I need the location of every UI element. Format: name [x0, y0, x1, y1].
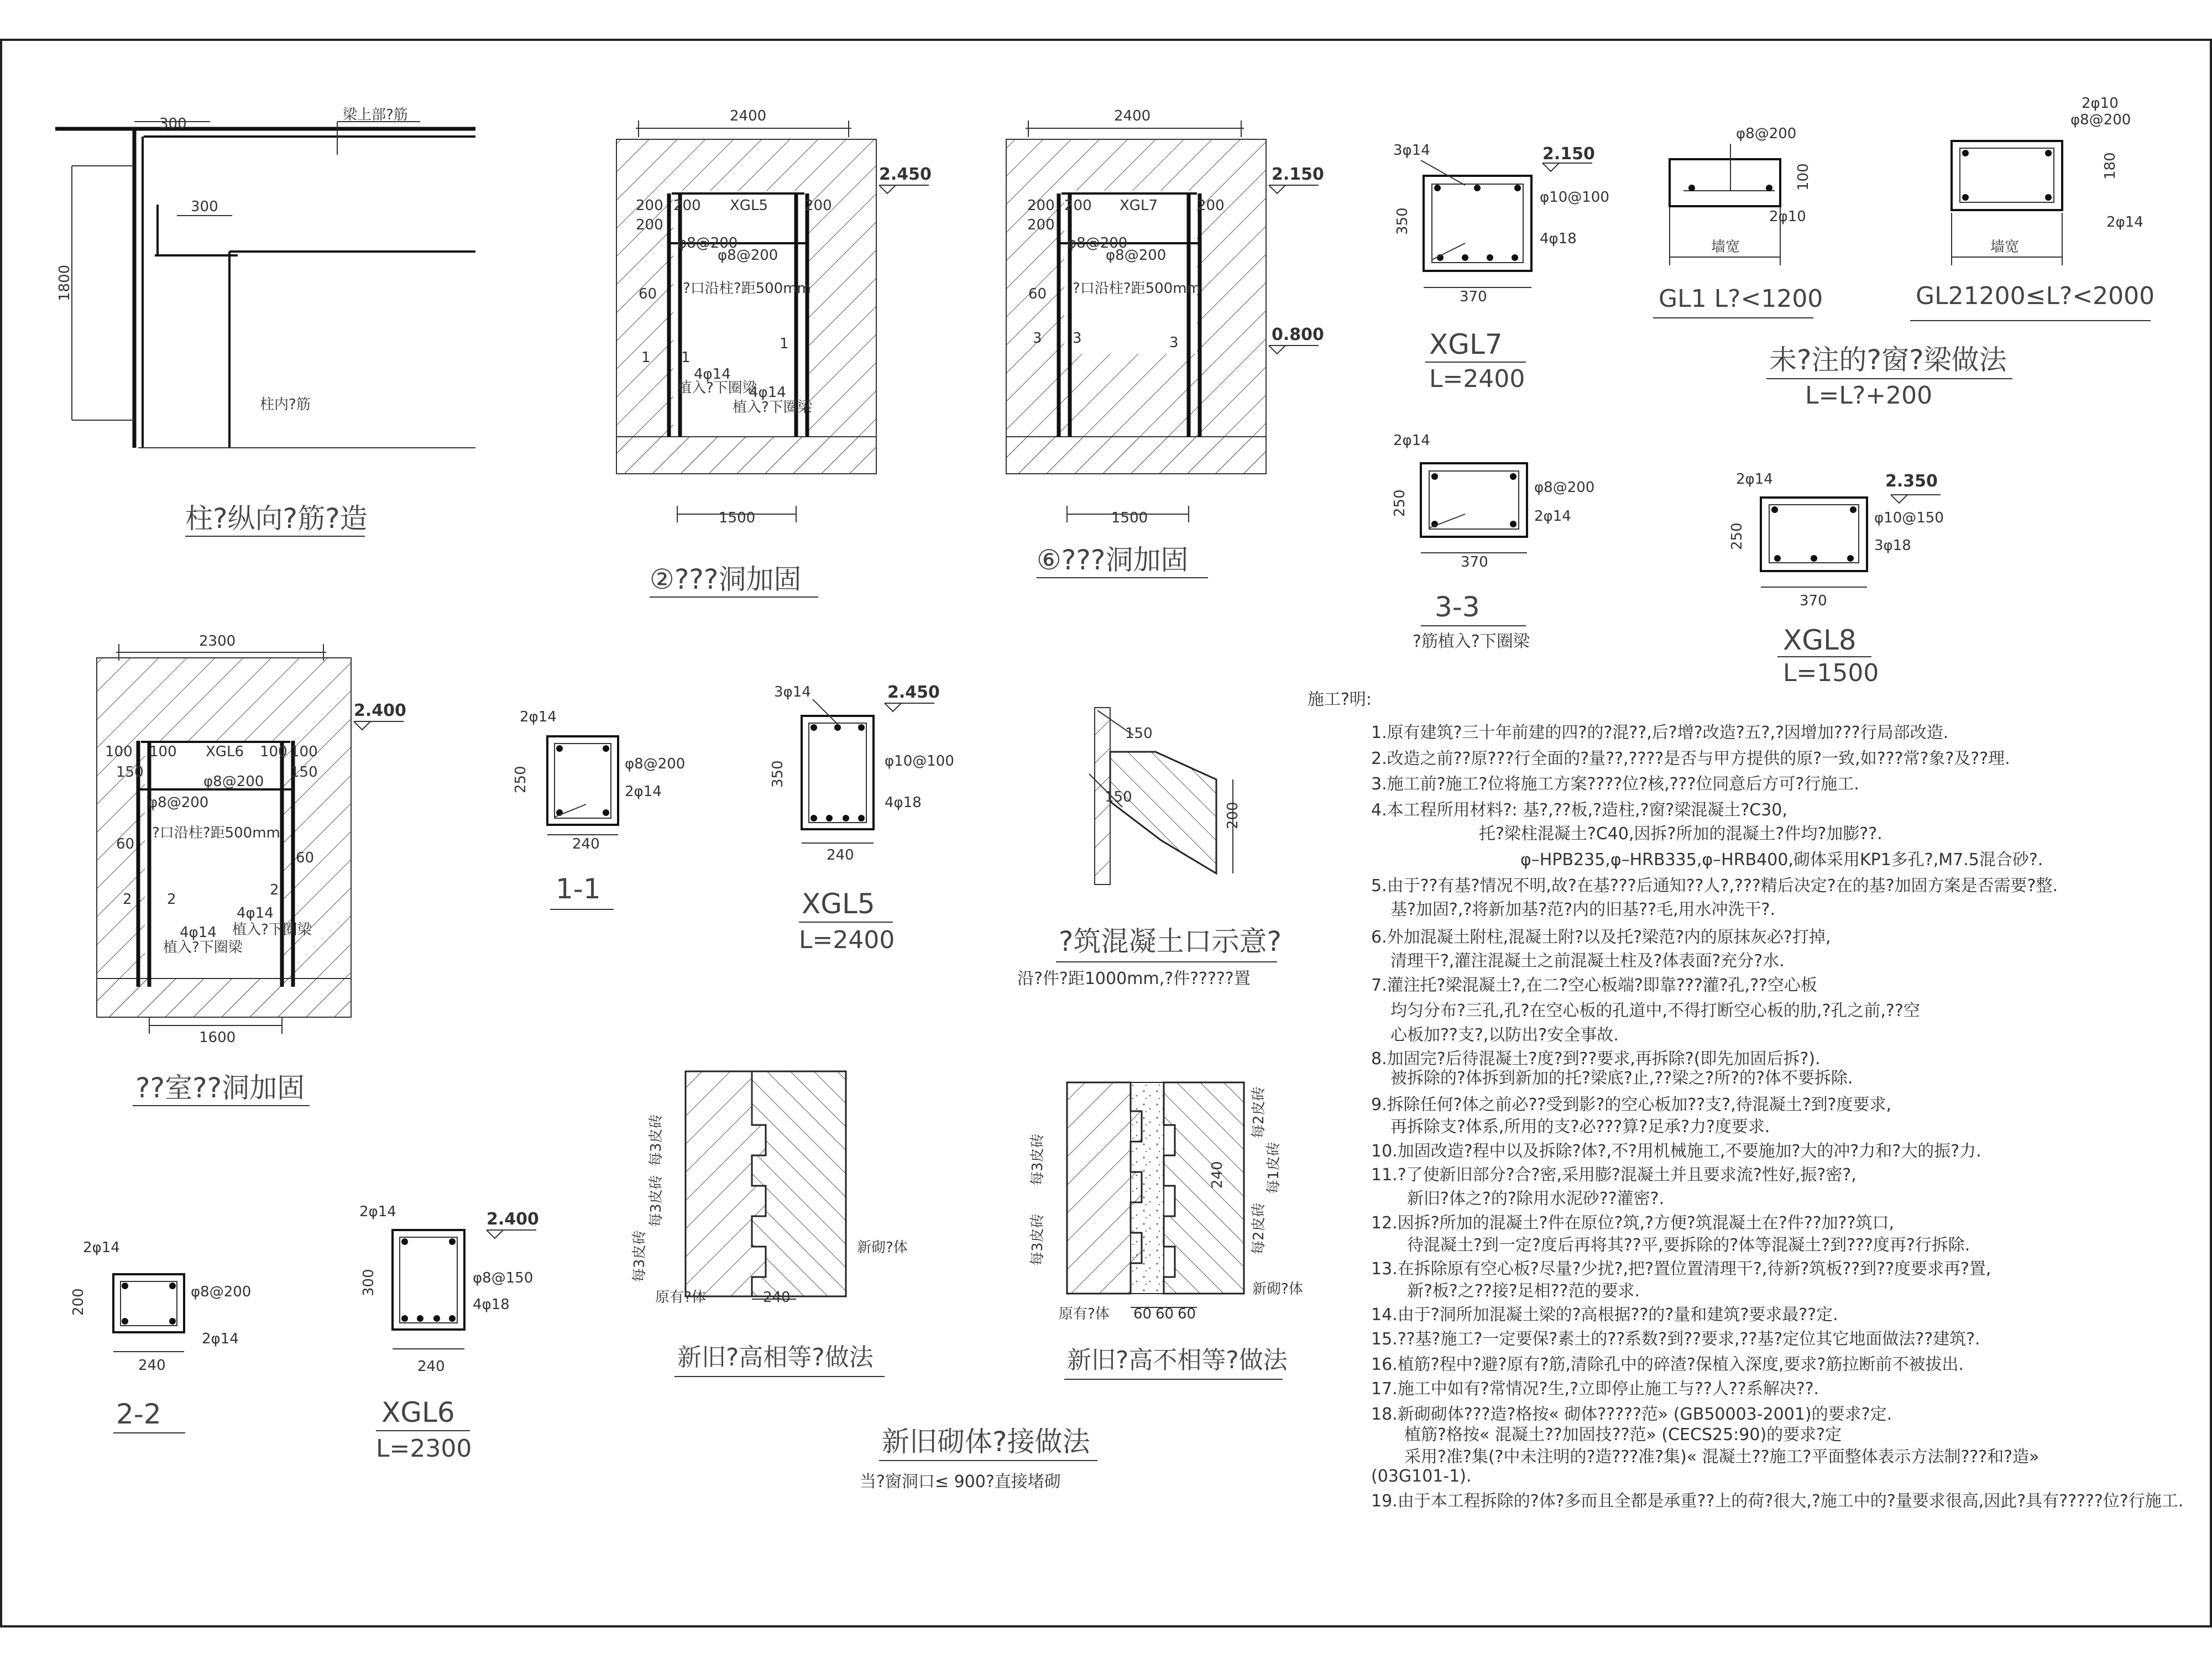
- xgl8-width: 370: [1800, 593, 1827, 609]
- xgl7-bottom-bar: 4φ18: [1540, 231, 1577, 247]
- pour-dim-c: 200: [1225, 802, 1241, 829]
- column-label-column-bar: 柱内?筋: [260, 396, 311, 413]
- s22-height: 200: [70, 1288, 87, 1316]
- gl2-stirrup: φ8@200: [2070, 112, 2131, 128]
- column-label-beam-bar: 梁上部?筋: [343, 107, 408, 123]
- note-line: 5.由于??有基?情况不明,故?在基???后通知??人?,???精后决定?在的基?加固方案是否需要?整.: [1371, 876, 2058, 896]
- bas-dim-c: 100: [260, 744, 287, 760]
- note-line: 12.因拆?所加的混凝土?件在原位?筑,?方便?筑混凝土在?件??加??筑口,: [1371, 1213, 1895, 1233]
- note-line: 15.??基?施工?一定要保?素土的??系数?到??要求,??基?定位其它地面做法??建筑?.: [1371, 1330, 1980, 1349]
- op2-title: ②???洞加固: [650, 563, 802, 595]
- note-line: 10.加固改造?程中以及拆除?体?,不?用机械施工,不要施加?大的冲?力和?大的振?力.: [1371, 1142, 1981, 1161]
- meq-title: 新旧?高相等?做法: [677, 1343, 874, 1372]
- mdf-dim-b: 60: [1133, 1306, 1152, 1322]
- mdf-dim-a: 240: [1209, 1161, 1226, 1189]
- mdf-old: 原有?体: [1059, 1306, 1110, 1322]
- op2-bar-b-note: 植入?下圈梁: [733, 399, 812, 416]
- mdf-each3-a: 每3皮砖: [1029, 1133, 1046, 1186]
- bas-dim-g: 60: [116, 836, 135, 852]
- bas-dim-opening: 1600: [199, 1029, 236, 1046]
- note-line: 新?板?之??接?足相??范的要求.: [1407, 1281, 1640, 1301]
- bas-bar-b: 4φ14: [180, 924, 217, 941]
- s11-top-bar: 2φ14: [520, 709, 557, 725]
- bas-title: ??室??洞加固: [135, 1072, 305, 1104]
- bas-level: 2.400: [354, 701, 406, 720]
- op2-dim-width: 2400: [730, 108, 767, 124]
- note-line: 采用?准?集(?中未注明的?造???准?集)« 混凝土??施工?平面整体表示方法制???和?造»: [1404, 1447, 2040, 1467]
- bas-bar-b-note: 植入?下圈梁: [163, 939, 243, 956]
- bas-sec-2a: 2: [123, 891, 132, 908]
- bas-dim-e: 150: [116, 764, 144, 781]
- xgl6-length: L=2300: [376, 1435, 472, 1463]
- xgl6-level: 2.400: [487, 1210, 539, 1229]
- xgl6-width: 240: [417, 1358, 445, 1375]
- xgl5-length: L=2400: [799, 926, 895, 954]
- op6-title: ⑥???洞加固: [1037, 544, 1189, 576]
- s33-bottom-bar: 2φ14: [1534, 508, 1571, 525]
- gl1-width-label: 墙宽: [1711, 239, 1740, 255]
- section-3-3: [1392, 432, 1594, 651]
- note-line: 均匀分布?三孔,孔?在空心板的孔道中,不得打断空心板的肋,?孔之前,??空: [1390, 1001, 1920, 1020]
- bas-rebar-1: φ8@200: [148, 794, 209, 811]
- xgl8-level: 2.350: [1885, 472, 1938, 491]
- mdf-dim-c: 60: [1155, 1306, 1174, 1322]
- note-line: 2.改造之前??原???行全面的?量??,????是否与甲方提供的原?一致,如???常?象?及??理.: [1371, 749, 2010, 768]
- bas-dim-f: 150: [290, 764, 318, 781]
- gl1-section: [1653, 125, 1823, 318]
- s33-name: 3-3: [1435, 591, 1480, 623]
- s11-bottom-bar: 2φ14: [625, 783, 662, 800]
- op2-level: 2.450: [879, 165, 932, 184]
- op6-level-bottom: 0.800: [1272, 325, 1324, 344]
- gl2-section: [1910, 95, 2155, 321]
- note-line: 再拆除支?体系,所用的支?必???算?足承?力?度要求.: [1390, 1117, 1770, 1137]
- xgl8-name: XGL8: [1783, 624, 1857, 656]
- mdf-each2-a: 每2皮砖: [1251, 1086, 1267, 1139]
- op6-dim-a: 200: [1027, 197, 1055, 214]
- s33-top-bar: 2φ14: [1393, 432, 1430, 449]
- note-line: 11.?了使新旧部分?合?密,采用膨?混凝土并且要求流?性好,振?密?,: [1371, 1165, 1857, 1185]
- gl2-bottom-bar: 2φ14: [2106, 214, 2143, 231]
- gl1-bottom-bar: 2φ10: [1769, 208, 1806, 225]
- op2-bar-a: 4φ14: [694, 366, 731, 383]
- xgl7-width: 370: [1460, 289, 1487, 305]
- note-line: 被拆除的?体拆到新加的托?梁底?止,??梁之?所?的?体不要拆除.: [1390, 1069, 1853, 1088]
- op6-dim-d: 200: [1027, 217, 1055, 233]
- notes-heading: 施工?明:: [1308, 690, 1372, 709]
- op2-bar-b: 4φ14: [749, 384, 786, 401]
- op6-beam: XGL7: [1120, 197, 1158, 214]
- section-2-2: [70, 1239, 251, 1433]
- s11-name: 1-1: [556, 873, 601, 905]
- xgl8-top-bar: 2φ14: [1736, 471, 1773, 488]
- note-line: 1.原有建筑?三十年前建的四?的?混??,后?增?改造?五?,?因增加???行局部改造.: [1371, 723, 1949, 742]
- meq-dim: 240: [763, 1289, 791, 1306]
- section-1-1: [513, 709, 685, 909]
- xgl7-level: 2.150: [1542, 144, 1595, 164]
- pour-opening-detail: [1017, 708, 1282, 988]
- masonry-joint-caption: [860, 1426, 1097, 1491]
- op2-rebar-2: φ8@200: [718, 247, 778, 264]
- note-line: 9.拆除任何?体之前必??受到影?的空心板加??支?,待混凝土?到?度要求,: [1371, 1095, 1892, 1114]
- basement-opening-detail: [97, 633, 406, 1106]
- op2-dim-opening: 1500: [719, 510, 756, 526]
- s33-height: 250: [1392, 489, 1408, 517]
- note-line: (03G101-1).: [1371, 1467, 1472, 1486]
- note-line: 心板加??支?,以防出?安全事故.: [1390, 1025, 1619, 1045]
- note-line: φ–HPB235,φ–HRB335,φ–HRB400,砌体采用KP1多孔?,M7.5混合砂?.: [1520, 850, 2043, 870]
- op2-dim-e: 60: [639, 286, 657, 302]
- note-line: 清理干?,灌注混凝土之前混凝土柱及?体表面?充分?水.: [1390, 951, 1785, 971]
- lintel-note-title: 未?注的?窗?梁做法: [1769, 344, 2007, 376]
- note-line: 基?加固?,?将新加基?范?内的旧基??毛,用水冲洗干?.: [1390, 900, 1775, 919]
- xgl7-stirrup: φ10@100: [1540, 189, 1609, 206]
- opening-2-detail: [616, 108, 932, 597]
- mjoint-caption: 当?窗洞口≤ 900?直接堵砌: [860, 1472, 1061, 1491]
- bas-dim-width: 2300: [199, 633, 236, 650]
- column-rebar-detail: [55, 107, 475, 536]
- xgl5-height: 350: [770, 760, 786, 788]
- op6-sec-3a: 3: [1033, 330, 1042, 347]
- s11-width: 240: [572, 836, 600, 852]
- op6-rebar-1: φ8@200: [1067, 235, 1128, 252]
- gl2-top-bar: 2φ10: [2082, 95, 2119, 112]
- note-line: 4.本工程所用材料?: 基?,??板,?造柱,?窗?梁混凝土?C30,: [1371, 800, 1787, 820]
- gl2-name: GL21200≤L?<2000: [1916, 282, 2155, 310]
- xgl6-height: 300: [360, 1269, 377, 1296]
- xgl6-bottom-bar: 4φ18: [473, 1296, 510, 1313]
- op6-sec-3c: 3: [1169, 334, 1179, 351]
- bas-dim-a: 100: [105, 744, 133, 760]
- meq-each3-c: 每3皮砖: [631, 1230, 648, 1283]
- op2-sec-1a: 1: [641, 349, 651, 366]
- s11-stirrup: φ8@200: [625, 756, 686, 772]
- s33-stirrup: φ8@200: [1534, 479, 1595, 496]
- op6-dim-c: 200: [1197, 197, 1225, 214]
- meq-each3-b: 每3皮砖: [648, 1175, 665, 1227]
- op2-dim-a: 200: [636, 197, 663, 214]
- op6-dim-opening: 1500: [1111, 510, 1148, 526]
- s22-bottom-bar: 2φ14: [202, 1331, 239, 1347]
- op2-sec-1c: 1: [780, 336, 789, 352]
- xgl8-height: 250: [1729, 522, 1745, 550]
- bas-bar-a: 4φ14: [237, 905, 274, 922]
- s22-width: 240: [138, 1357, 166, 1374]
- op6-dim-b: 200: [1064, 197, 1092, 214]
- op2-dim-b: 200: [673, 197, 701, 214]
- column-dim-inner: 300: [191, 198, 218, 215]
- gl1-name: GL1 L?<1200: [1659, 285, 1823, 313]
- note-line: 待混凝土?到一定?度后再将其??平,要拆除的?体等混凝土?到???度再?行拆除.: [1407, 1236, 1970, 1255]
- note-line: 8.加固完?后待混凝土?度?到??要求,再拆除?(即先加固后拆?).: [1371, 1049, 1821, 1069]
- s22-stirrup: φ8@200: [191, 1284, 252, 1300]
- mdf-each1: 每1皮砖: [1266, 1142, 1282, 1194]
- mdf-title: 新旧?高不相等?做法: [1067, 1346, 1288, 1374]
- xgl6-top-bar: 2φ14: [359, 1203, 396, 1220]
- op2-sec-1b: 1: [681, 349, 691, 366]
- bas-sec-2c: 2: [270, 882, 279, 898]
- meq-old: 原有?体: [655, 1289, 706, 1306]
- op6-dim-width: 2400: [1114, 108, 1151, 124]
- column-dim-height: 1800: [56, 264, 73, 301]
- pour-dim-b: 150: [1105, 789, 1132, 805]
- op2-dim-c: 200: [804, 197, 832, 214]
- op2-bar-a-note: 植入?下圈梁: [677, 380, 757, 396]
- s11-height: 250: [513, 766, 529, 793]
- gl2-height: 180: [2102, 152, 2119, 180]
- op2-rebar-3: ?口沿柱?距500mm: [683, 280, 811, 297]
- mjoint-title: 新旧砌体?接做法: [882, 1426, 1090, 1458]
- xgl8-stirrup: φ10@150: [1874, 510, 1944, 526]
- mdf-new: 新砌?体: [1252, 1281, 1303, 1297]
- pour-title: ?筑混凝土口示意?: [1059, 925, 1282, 957]
- xgl5-stirrup: φ10@100: [885, 753, 954, 770]
- xgl5-width: 240: [827, 847, 854, 863]
- xgl5-bottom-bar: 4φ18: [885, 794, 922, 811]
- s22-name: 2-2: [116, 1398, 161, 1430]
- meq-new: 新砌?体: [857, 1239, 908, 1256]
- gl1-stirrup: φ8@200: [1736, 125, 1797, 142]
- note-line: 17.施工中如有?常情况?生,?立即停止施工与??人??系解决??.: [1371, 1379, 1819, 1399]
- op6-level-top: 2.150: [1272, 165, 1324, 184]
- pour-dim-a: 150: [1125, 725, 1153, 742]
- meq-each3-a: 每3皮砖: [648, 1114, 665, 1166]
- masonry-different-height: [1029, 1082, 1303, 1379]
- op2-rebar-1: φ8@200: [677, 235, 738, 252]
- note-line: 16.植筋?程中?避?原有?筋,清除孔中的碎渣?保植入深度,要求?筋拉断前不被拔出.: [1371, 1355, 1964, 1374]
- op6-rebar-3: ?口沿柱?距500mm: [1073, 280, 1201, 297]
- note-line: 13.在拆除原有空心板?尽量?少扰?,把?置位置清理干?,待新?筑板??到??度要求再?置,: [1371, 1259, 1991, 1279]
- op6-rebar-2: φ8@200: [1106, 247, 1167, 264]
- bas-bar-a-note: 植入?下圈梁: [232, 922, 312, 938]
- gl1-height: 100: [1795, 163, 1812, 191]
- xgl7-name: XGL7: [1429, 328, 1503, 360]
- op6-dim-e: 60: [1028, 286, 1047, 302]
- xgl5-level: 2.450: [887, 683, 940, 702]
- xgl8-length: L=1500: [1783, 659, 1879, 687]
- masonry-equal-height: [631, 1071, 908, 1377]
- bas-dim-d: 100: [290, 744, 318, 760]
- construction-notes: [1308, 690, 2183, 1511]
- opening-6-detail: [1006, 108, 1324, 578]
- bas-rebar-3: ?口沿柱?距500mm: [152, 825, 280, 841]
- xgl7-height: 350: [1394, 207, 1411, 235]
- note-line: 托?梁柱混凝土?C40,因拆?所加的混凝土?件均?加膨??.: [1479, 824, 1882, 844]
- xgl8-section: [1729, 471, 1944, 687]
- bas-dim-b: 100: [149, 744, 177, 760]
- xgl5-top-bar: 3φ14: [774, 684, 811, 700]
- xgl7-top-bar: 3φ14: [1393, 142, 1430, 159]
- xgl6-name: XGL6: [381, 1396, 455, 1428]
- xgl6-section: [359, 1203, 539, 1463]
- op2-dim-d: 200: [636, 217, 663, 233]
- mdf-dim-d: 60: [1178, 1306, 1196, 1322]
- mdf-each3-b: 每3皮砖: [1029, 1213, 1046, 1266]
- pour-caption: 沿?件?距1000mm,?件?????置: [1017, 969, 1251, 988]
- note-line: 6.外加混凝土附柱,混凝土附?以及托?梁范?内的原抹灰必?打掉,: [1371, 928, 1831, 947]
- column-detail-title: 柱?纵向?筋?造: [185, 503, 368, 535]
- bas-dim-h: 60: [296, 850, 315, 866]
- note-line: 18.新砌砌体???造?格按« 砌体?????范» (GB50003-2001)的要求?定.: [1371, 1405, 1892, 1424]
- xgl7-length: L=2400: [1429, 365, 1525, 393]
- lintel-note-formula: L=L?+200: [1805, 381, 1933, 410]
- column-dim-top: 300: [159, 116, 187, 132]
- xgl6-stirrup: φ8@150: [473, 1270, 534, 1286]
- bas-rebar-2: φ8@200: [203, 773, 264, 790]
- note-line: 7.灌注托?梁混凝土?,在二?空心板端?即靠???灌?孔,??空心板: [1371, 976, 1817, 995]
- s33-caption: ?筋植入?下圈梁: [1413, 632, 1530, 651]
- note-line: 植筋?格按« 混凝土??加固技??范» (CECS25:90)的要求?定: [1404, 1425, 1842, 1445]
- s33-width: 370: [1461, 554, 1488, 571]
- note-line: 19.由于本工程拆除的?体?多而且全都是承重??上的荷?很大,?施工中的?量要求很高,因此?具有?????位?行施工.: [1371, 1491, 2184, 1511]
- s22-top-bar: 2φ14: [83, 1239, 120, 1256]
- mdf-each2-b: 每2皮砖: [1251, 1202, 1267, 1255]
- note-line: 3.施工前?施工?位将施工方案????位?核,???位同意后方可?行施工.: [1371, 774, 1859, 794]
- note-line: 14.由于?洞所加混凝土梁的?高根据??的?量和建筑?要求最??定.: [1371, 1305, 1838, 1325]
- xgl8-bottom-bar: 3φ18: [1874, 537, 1911, 554]
- note-line: 新旧?体之?的?除用水泥砂??灌密?.: [1407, 1189, 1665, 1208]
- op6-sec-3b: 3: [1073, 330, 1082, 347]
- xgl7-section: [1393, 142, 1609, 393]
- lintel-note: [1766, 344, 2012, 410]
- xgl5-section: [770, 683, 954, 954]
- bas-sec-2b: 2: [167, 891, 176, 908]
- bas-beam: XGL6: [206, 744, 244, 760]
- xgl5-name: XGL5: [802, 888, 875, 920]
- gl2-width-label: 墙宽: [1990, 239, 2020, 255]
- op2-beam: XGL5: [730, 197, 768, 214]
